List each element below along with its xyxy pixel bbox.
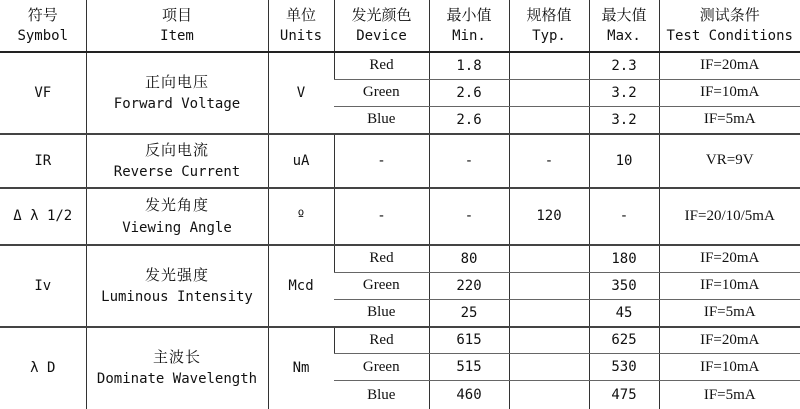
item-cell: 发光角度 Viewing Angle [86,188,268,245]
min-cell: - [429,188,509,245]
condition-cell: IF=10mA [659,272,800,299]
item-cell: 主波长 Dominate Wavelength [86,327,268,409]
table-row [0,52,800,79]
table-row [0,245,800,272]
symbol-cell: Δ λ 1/2 [0,188,86,245]
typ-cell: 120 [509,188,589,245]
header-typ: 规格值 Typ. [509,0,589,52]
min-cell: 460 [429,381,509,409]
max-cell: 350 [589,272,659,299]
condition-cell: IF=5mA [659,381,800,409]
symbol-cell: Iv [0,245,86,326]
typ-cell [509,245,589,272]
device-cell: Blue [334,299,429,326]
condition-cell: IF=5mA [659,299,800,326]
condition-cell: IF=10mA [659,354,800,381]
min-cell: 220 [429,272,509,299]
condition-cell: IF=20/10/5mA [659,188,800,245]
header-max: 最大值 Max. [589,0,659,52]
min-cell: 25 [429,299,509,326]
typ-cell [509,327,589,354]
header-conditions: 测试条件 Test Conditions [659,0,800,52]
condition-cell: IF=10mA [659,79,800,106]
typ-cell [509,52,589,79]
symbol-cell: VF [0,52,86,133]
condition-cell: IF=20mA [659,52,800,79]
condition-cell: IF=20mA [659,327,800,354]
max-cell: 625 [589,327,659,354]
item-cell: 反向电流 Reverse Current [86,134,268,188]
typ-cell [509,354,589,381]
device-cell: Green [334,354,429,381]
condition-cell: IF=5mA [659,107,800,134]
table-row [0,327,800,354]
max-cell: 2.3 [589,52,659,79]
device-cell: Blue [367,386,396,403]
typ-cell [509,79,589,106]
condition-cell: VR=9V [659,134,800,188]
condition-cell: IF=20mA [659,245,800,272]
unit-cell: Nm [268,327,334,409]
min-cell: 515 [429,354,509,381]
min-cell: 80 [429,245,509,272]
max-cell: 530 [589,354,659,381]
device-cell: - [334,134,429,188]
item-cell: 正向电压 Forward Voltage [86,52,268,133]
max-cell: 3.2 [589,79,659,106]
device-cell: Red [334,327,429,354]
header-units: 单位 Units [268,0,334,52]
unit-cell: º [268,188,334,245]
header-item: 项目 Item [86,0,268,52]
symbol-cell: λ D [30,360,56,377]
unit-cell: Mcd [268,245,334,326]
typ-cell [509,107,589,134]
max-cell: 180 [589,245,659,272]
table-row [0,188,800,245]
min-cell: 1.8 [429,52,509,79]
symbol-cell: IR [0,134,86,188]
typ-cell [509,299,589,326]
max-cell: - [589,188,659,245]
device-cell: - [334,188,429,245]
min-cell: 2.6 [429,107,509,134]
device-cell: Green [334,79,429,106]
min-cell: 2.6 [429,79,509,106]
min-cell: 615 [429,327,509,354]
max-cell: 475 [589,381,659,409]
device-cell: Blue [334,107,429,134]
unit-cell: V [268,52,334,133]
item-cell: 发光强度 Luminous Intensity [86,245,268,326]
table-row [0,134,800,188]
max-cell: 10 [589,134,659,188]
max-cell: 45 [589,299,659,326]
typ-cell [509,381,589,409]
typ-cell: - [509,134,589,188]
max-cell: 3.2 [589,107,659,134]
device-cell: Red [334,245,429,272]
device-cell: Green [334,272,429,299]
header-symbol: 符号 Symbol [0,0,86,52]
header-min: 最小值 Min. [429,0,509,52]
header-row [0,0,800,52]
header-device: 发光颜色 Device [334,0,429,52]
typ-cell [509,272,589,299]
unit-cell: uA [268,134,334,188]
device-cell: Red [334,52,429,79]
min-cell: - [429,134,509,188]
